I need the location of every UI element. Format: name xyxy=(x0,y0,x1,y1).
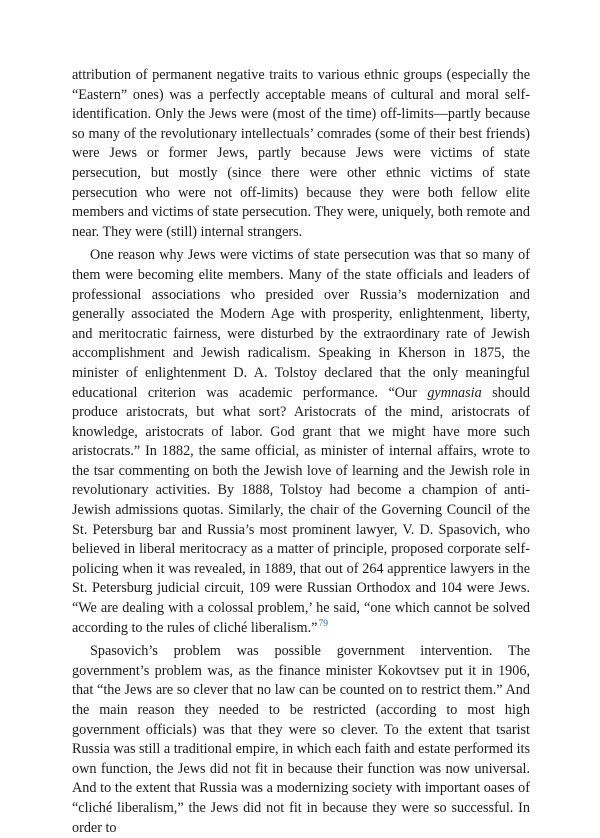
paragraph-3: Spasovich’s problem was possible government intervention. The government’s problem was, as the finance minister Kokovtsev put it in 1906, that “the Jews are so clever that no law can be counted on to restrict them.” And the main reason they needed to be restricted (according to most high government officials) was that they were so clever. To the extent that tsarist Russia was still a traditional empire, in which each faith and estate performed its own function, the Jews did not fit in because their function was now universal. And to the extent that Russia was a modernizing society with important oases of “cliché liberalism,” the Jews did not fit in because they were so successful. In order to xyxy=(72,643,530,836)
paragraph-1: attribution of permanent negative traits to various ethnic groups (especially the “Eastern” ones) was a perfectly acceptable means of cultural and moral self-identification. Only the Jews were (most of the time) off-limits—partly because so many of the revolutionary intellectuals’ comrades (some of their best friends) were Jews or former Jews, partly because Jews were victims of state persecution, but mostly (since there were other ethnic victims of state persecution who were not off-limits) because they were both fellow elite members and victims of state persecution. They were, uniquely, both remote and near. They were (still) internal strangers. xyxy=(72,67,530,240)
paragraph-2 xyxy=(72,246,530,638)
footnote-link-79[interactable]: 79 xyxy=(318,618,328,629)
italic-term: gymnasia xyxy=(427,384,482,401)
paragraph-2-text-start: One reason why Jews were victims of state persecution was that so many of them were becoming elite members. Many of the state officials and leaders of professional associations who presided over Russia’s modernization and generally associated the Modern Age with prosperity, enlightenment, liberty, and meritocratic fairness, were disturbed by the extraordinary rate of Jewish accomplishment and Jewish radicalism. Speaking in Kherson in 1875, the minister of enlightenment D. A. Tolstoy declared that the only meaningful educational criterion was academic performance. “Our xyxy=(72,247,530,401)
page-body xyxy=(72,66,530,838)
paragraph-2-text-end: should produce aristocrats, but what sort? Aristocrats of the mind, aristocrats of knowledge, aristocrats of labor. God grant that we might have more such aristocrats.” In 1882, the same official, as minister of internal affairs, wrote to the tsar commenting on both the Jewish love of learning and the Jewish role in revolutionary activities. By 1888, Tolstoy had become a champion of anti-Jewish admissions quotas. Similarly, the chair of the Governing Council of the St. Petersburg bar and Russia’s most prominent lawyer, V. D. Spasovich, who believed in liberal meritocracy as a matter of principle, proposed corporate self-policing when it was revealed, in 1889, that out of 264 apprentice lawyers in the St. Petersburg judicial circuit, 109 were Russian Orthodox and 104 were Jews. “We are dealing with a colossal problem,’ he said, “one which cannot be solved according to the rules of cliché liberalism.” xyxy=(72,384,531,636)
